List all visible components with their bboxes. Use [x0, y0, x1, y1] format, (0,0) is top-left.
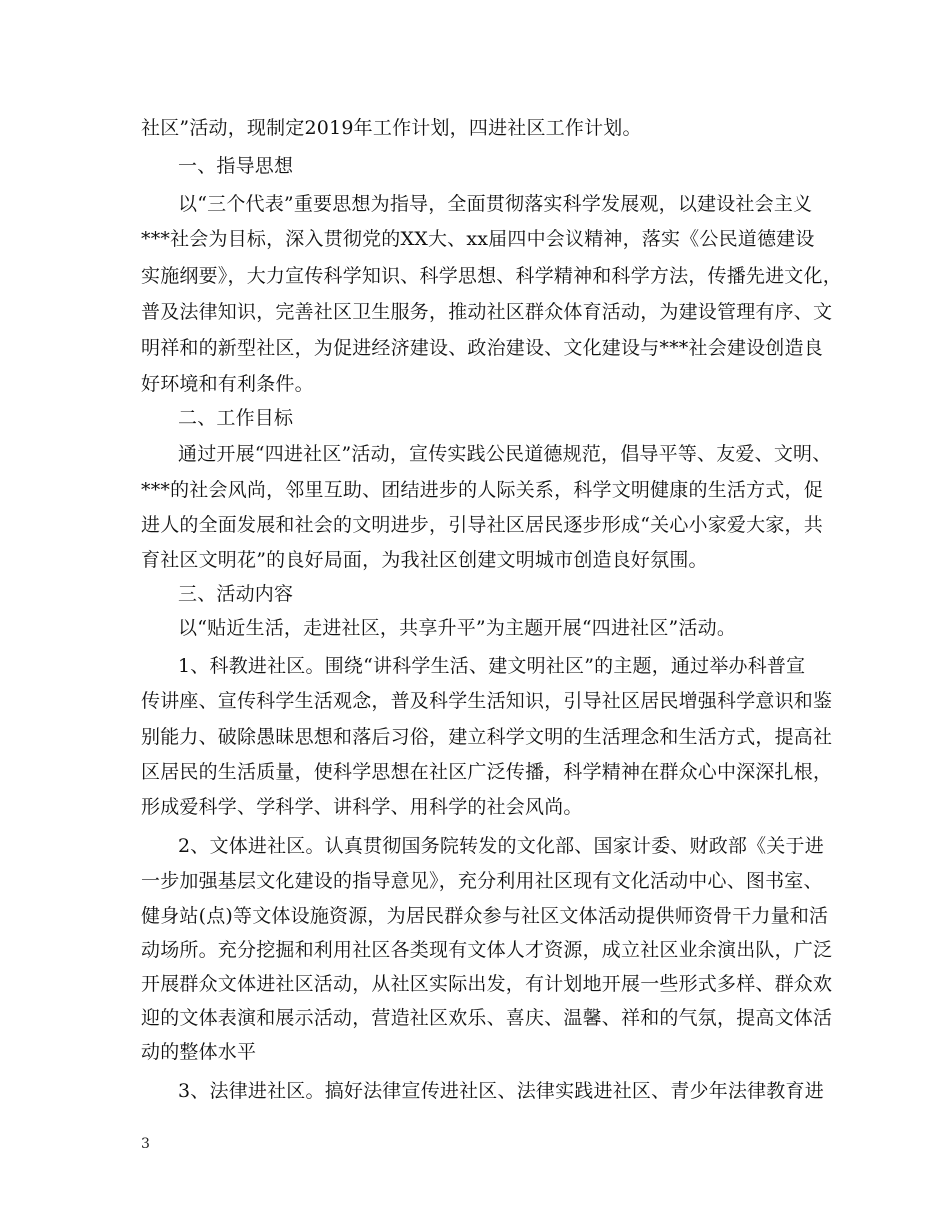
text-line: 别能力、破除愚昧思想和落后习俗，建立科学文明的生活理念和生活方式，提高社: [141, 726, 833, 748]
text-line: 一步加强基层文化建设的指导意见》，充分利用社区现有文化活动中心、图书室、: [141, 870, 823, 892]
text-line: 动场所。充分挖掘和利用社区各类现有文体人才资源，成立社区业余演出队，广泛: [141, 939, 833, 961]
text-line: 普及法律知识，完善社区卫生服务，推动社区群众体育活动，为建设管理有序、文: [141, 301, 833, 323]
text-line: 开展群众文体进社区活动，从社区实际出发，有计划地开展一些形式多样、群众欢: [141, 973, 833, 995]
page-number: 3: [141, 1136, 150, 1152]
section-heading: 二、工作目标: [178, 407, 294, 429]
text-line: ***社会为目标，深入贯彻党的XX大、xx届四中会议精神，落实《公民道德建设: [141, 228, 815, 250]
section-heading: 一、指导思想: [178, 155, 294, 177]
text-line: 育社区文明花”的良好局面，为我社区创建文明城市创造良好氛围。: [141, 549, 708, 571]
text-line: 社区”活动，现制定2019年工作计划，四进社区工作计划。: [141, 117, 642, 139]
text-line: 3、法律进社区。搞好法律宣传进社区、法律实践进社区、青少年法律教育进: [178, 1080, 824, 1102]
text-line: 进人的全面发展和社会的文明进步，引导社区居民逐步形成“关心小家爱大家，共: [141, 514, 823, 536]
text-line: 以“贴近生活，走进社区，共享升平”为主题开展“四进社区”活动。: [178, 617, 737, 639]
text-line: 形成爱科学、学科学、讲科学、用科学的社会风尚。: [141, 796, 583, 818]
text-line: ***的社会风尚，邻里互助、团结进步的人际关系，科学文明健康的生活方式，促: [141, 479, 823, 501]
text-line: 迎的文体表演和展示活动，营造社区欢乐、喜庆、温馨、祥和的气氛，提高文体活: [141, 1007, 833, 1029]
text-line: 健身站(点)等文体设施资源，为居民群众参与社区文体活动提供师资骨干力量和活: [141, 905, 829, 927]
text-line: 以“三个代表”重要思想为指导，全面贯彻落实科学发展观，以建设社会主义: [178, 193, 813, 215]
text-line: 明祥和的新型社区，为促进经济建设、政治建设、文化建设与***社会建设创造良: [141, 337, 823, 359]
text-line: 传讲座、宣传科学生活观念，普及科学生活知识，引导社区居民增强科学意识和鉴: [141, 690, 833, 712]
text-line: 实施纲要》，大力宣传科学知识、科学思想、科学精神和科学方法，传播先进文化，: [141, 265, 842, 287]
text-line: 通过开展“四进社区”活动，宣传实践公民道德规范，倡导平等、友爱、文明、: [178, 443, 832, 465]
text-line: 1、科教进社区。围绕“讲科学生活、建文明社区”的主题，通过举办科普宣: [178, 655, 806, 677]
section-heading: 三、活动内容: [178, 583, 294, 605]
text-line: 动的整体水平: [141, 1041, 257, 1063]
text-line: 好环境和有利条件。: [141, 373, 314, 395]
text-line: 区居民的生活质量，使科学思想在社区广泛传播，科学精神在群众心中深深扎根，: [141, 761, 833, 783]
text-line: 2、文体进社区。认真贯彻国务院转发的文化部、国家计委、财政部《关于进: [178, 835, 824, 857]
